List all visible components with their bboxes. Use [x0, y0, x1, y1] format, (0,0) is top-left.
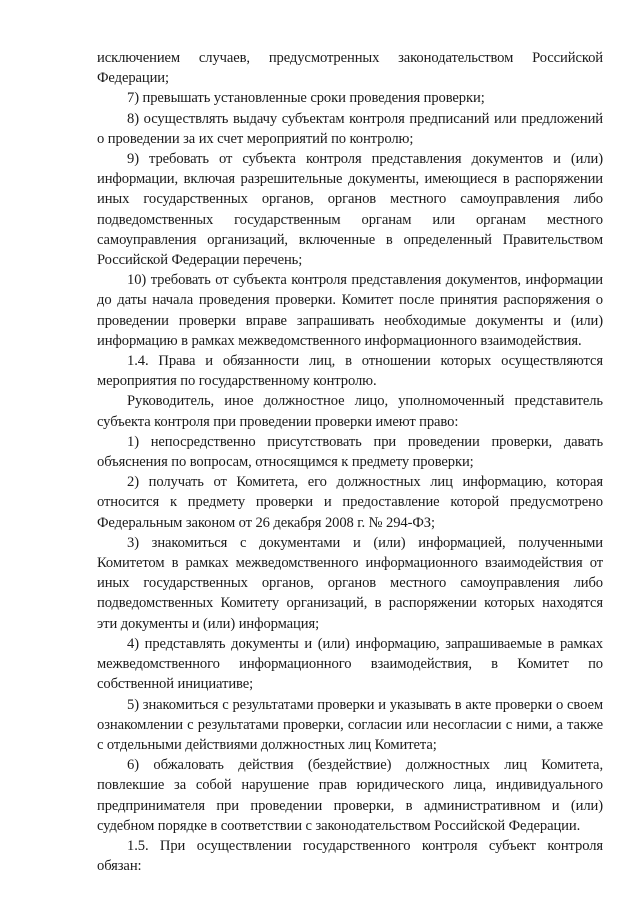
paragraph-item-8: 8) осуществлять выдачу субъектам контроля предписаний или предложений о проведении за их счет мероприятий по контролю;: [97, 110, 603, 147]
paragraph-right-1: 1) непосредственно присутствовать при проведении проверки, давать объяснения по вопросам, относящимся к предмету проверки;: [97, 433, 603, 471]
paragraph-item-7: 7) превышать установленные сроки проведения проверки;: [127, 90, 485, 107]
paragraph-item-10: 10) требовать от субъекта контроля представления документов, информации до даты начала проведения проверки. Комитет после принятия распоряжения о проведении проверки вправе запрашивать необходимые документы и (или) информацию в рамках межведомственного информационного взаимодействия.: [97, 272, 603, 349]
paragraph-right-6: 6) обжаловать действия (бездействие) должностных лиц Комитета, повлекшие за собой нарушение прав юридического лица, индивидуального предпринимателя при проведении проверки, в административном и (или) судебном порядке в соответствии с законодательством Российской Федерации.: [97, 757, 603, 834]
paragraph-rights-intro: Руководитель, иное должностное лицо, уполномоченный представитель субъекта контроля при проведении проверки имеют право:: [97, 393, 603, 430]
document-page: [97, 48, 603, 876]
paragraph-right-4: 4) представлять документы и (или) информацию, запрашиваемые в рамках межведомственного информационного взаимодействия, в Комитет по собственной инициативе;: [97, 635, 603, 693]
paragraph-right-2: 2) получать от Комитета, его должностных лиц информацию, которая относится к предмету проверки и предоставление которой предусмотрено Федеральным законом от 26 декабря 2008 г. № 294-ФЗ;: [97, 474, 603, 531]
section-heading-1-4: 1.4. Права и обязанности лиц, в отношении которых осуществляются мероприятия по государственному контролю.: [97, 353, 603, 390]
paragraph-continuation: исключением случаев, предусмотренных законодательством Российской Федерации;: [97, 50, 603, 87]
paragraph-right-5: 5) знакомиться с результатами проверки и указывать в акте проверки о своем ознакомлении с результатами проверки, согласии или несогласии с ними, а также с отдельными действиями должностных лиц Комитета;: [97, 696, 603, 753]
section-heading-1-5: 1.5. При осуществлении государственного контроля субъект контроля обязан:: [97, 837, 603, 875]
paragraph-item-9: 9) требовать от субъекта контроля представления документов и (или) информации, включая разрешительные документы, имеющиеся в распоряжении иных государственных органов, органов местного самоуправления либо подведомственных государственным органам или органам местного самоуправления организаций, включенные в определенный Правительством Российской Федерации перечень;: [97, 151, 603, 269]
paragraph-right-3: 3) знакомиться с документами и (или) информацией, полученными Комитетом в рамках межведомственного информационного взаимодействия от иных государственных органов, органов местного самоуправления либо подведомственных Комитету организаций, в распоряжении которых находятся эти документы и (или) информация;: [97, 534, 603, 632]
